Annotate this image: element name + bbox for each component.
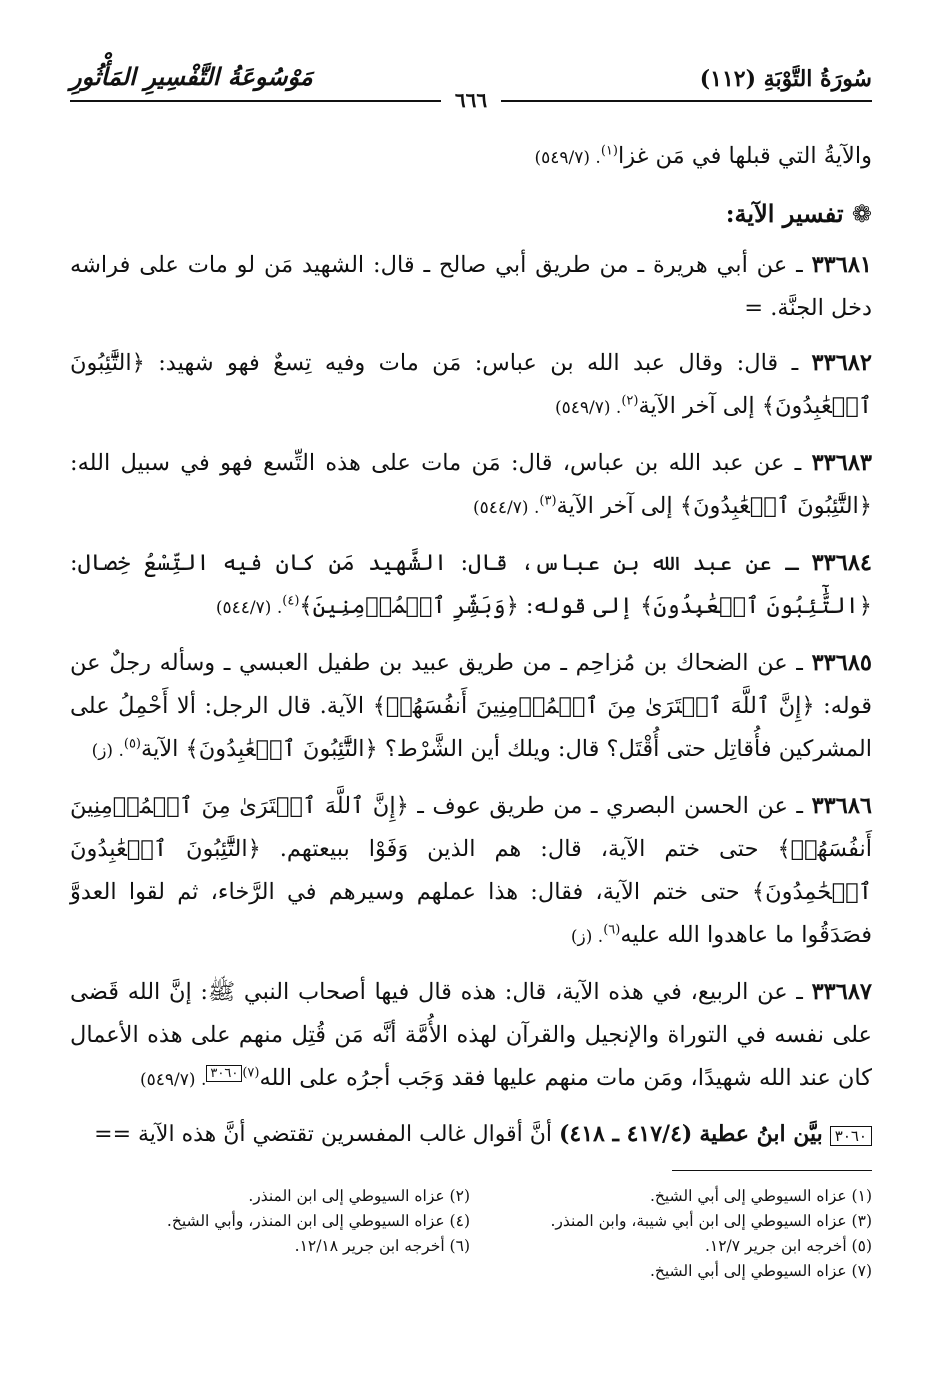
footnote: (٧) عزاه السيوطي إلى أبي الشيخ. — [649, 1262, 872, 1280]
source-ref: . (٥٤٩/٧) — [554, 398, 622, 418]
entry-number: ٣٣٦٨٤ — [811, 550, 873, 576]
section-heading — [70, 192, 872, 236]
footnotes-left-column — [70, 1184, 470, 1259]
section-heading-text: تفسير الآية: — [725, 199, 844, 228]
commentary-box-number: ٣٠٦٠ — [830, 1126, 872, 1146]
entry-number: ٣٣٦٨٥ — [811, 650, 872, 676]
entry-paragraph — [70, 542, 872, 630]
entry-paragraph — [70, 785, 872, 959]
footnote: (٥) أخرجه ابن جرير ١٢/٧. — [704, 1237, 872, 1255]
footnote: (٦) أخرجه ابن جرير ١٢/١٨. — [294, 1237, 470, 1255]
surah-running-head: سُورَةُ التَّوْبَةِ (١١٢) — [699, 66, 872, 92]
entry-number: ٣٣٦٨٣ — [811, 450, 873, 476]
footnote: (١) عزاه السيوطي إلى أبي الشيخ. — [649, 1187, 872, 1205]
footnote: (٣) عزاه السيوطي إلى ابن أبي شيبة، وابن المنذر. — [550, 1212, 872, 1230]
source-ref: . (٥٤٩/٧) — [140, 1070, 207, 1090]
page-number-text: ٦٦٦ — [441, 88, 501, 112]
footnote-rule — [672, 1170, 872, 1171]
entry-paragraph — [70, 244, 872, 330]
footnotes-right-column — [462, 1184, 872, 1284]
main-text — [70, 135, 872, 1114]
commentary-ref: (٤١٧/٤ ـ ٤١٨) — [558, 1121, 693, 1147]
book-title-running-head: مَوْسُوعَةُ التَّفْسِيرِ المَأْثُورِ — [70, 62, 313, 91]
entry-text: ـ عن الحسن البصري ـ من طريق عوف ـ ﴿إِنَّ ٱللَّهَ ٱشۡتَرَىٰ مِنَ ٱلۡمُؤۡمِنِينَ أَنفُسَهُمۡ﴾ حتى ختم الآية، قال: هم الذين وَفَوْا ببيعتهم. ﴿التَّٰٓئِبُونَ ٱلۡعَٰبِدُونَ ٱلۡحَٰمِدُونَ﴾ حتى ختم الآية، فقال: هذا عملهم وسيرهم في الرَّخاء، ثم لقوا العدوَّ فصَدَقُوا ما عاهدوا الله عليه — [70, 793, 872, 948]
footnote-marker: (١) — [600, 143, 618, 159]
source-ref: . (٥٤٤/٧) — [473, 498, 540, 518]
intro-text: والآيةُ التي قبلها في مَن غزا — [617, 143, 872, 169]
commentary-box-marker: ٣٠٦٠ — [206, 1065, 242, 1082]
entry-number: ٣٣٦٨١ — [811, 252, 873, 278]
entry-text: ـ عن عبد الله بن عباس، قال: مَن مات على هذه التِّسع فهو في سبيل الله: ﴿التَّٰٓئِبُونَ ٱلۡعَٰبِدُونَ﴾ إلى آخر الآية — [70, 450, 872, 519]
commentary-author: بيَّن ابنُ عطية — [699, 1121, 823, 1147]
entry-text: ـ عن عبد الله بن عباس، قال: الشَّهيد مَن كان فيه التِّسْعُ خِصال: ﴿التَّٰٓئِبُونَ ٱلۡعَٰبِدُونَ﴾ إلى قوله: ﴿وَبَشِّرِ ٱلۡمُؤۡمِنِينَ﴾ — [70, 550, 872, 619]
entry-number: ٣٣٦٨٦ — [811, 793, 872, 819]
footnote-marker: (٢) — [621, 393, 639, 409]
page-number — [0, 88, 942, 112]
footnote-marker: (٦) — [603, 922, 621, 938]
footnote: (٤) عزاه السيوطي إلى ابن المنذر، وأبي الشيخ. — [166, 1212, 470, 1230]
commentary-text: أنَّ أقوال غالب المفسرين تقتضي أنَّ هذه الآية == — [94, 1122, 552, 1147]
footnote: (٢) عزاه السيوطي إلى ابن المنذر. — [248, 1187, 470, 1205]
commentary-note — [36, 1117, 872, 1153]
source-ref: . (ز) — [91, 741, 124, 761]
entry-text: ـ قال: وقال عبد الله بن عباس: مَن مات وفيه تِسعٌ فهو شهيد: ﴿التَّٰٓئِبُونَ ٱلۡعَٰبِدُونَ﴾ إلى آخر الآية — [70, 350, 872, 419]
footnote-marker: (٧) — [242, 1065, 260, 1081]
entry-text: ـ عن الضحاك بن مُزاحِم ـ من طريق عبيد بن طفيل العبسي ـ وسأله رجلٌ عن قوله: ﴿إِنَّ ٱللَّهَ ٱشۡتَرَىٰ مِنَ ٱلۡمُؤۡمِنِينَ أَنفُسَهُمۡ﴾ الآية. قال الرجل: ألا أَحْمِلُ على المشركين فأُقاتِل حتى أُقْتَل؟ قال: ويلك أين الشَّرْط؟ ﴿التَّٰٓئِبُونَ ٱلۡعَٰبِدُونَ﴾ الآية — [70, 650, 872, 762]
source-ref: . (ز) — [570, 927, 604, 947]
footnote-marker: (٣) — [539, 493, 557, 509]
source-ref: . (٥٤٩/٧) — [534, 148, 601, 168]
entry-number: ٣٣٦٨٧ — [811, 979, 872, 1005]
footnote-marker: (٥) — [123, 736, 141, 752]
flower-ornament-icon: ❁ — [851, 200, 872, 228]
entry-paragraph — [70, 642, 872, 773]
entry-paragraph — [70, 442, 872, 530]
entry-text: ـ عن الربيع، في هذه الآية، قال: هذه قال فيها أصحاب النبي ﷺ: إنَّ الله قَضى على نفسه في التوراة والإنجيل والقرآن لهذه الأُمَّة أنَّه مَن قُتِل منهم على هذه الأعمال كان عند الله شهيدًا، ومَن مات منهم عليها فقد وَجَب أجرُه على الله — [70, 979, 872, 1091]
footnote-marker: (٤) — [282, 593, 300, 609]
source-ref: . (٥٤٤/٧) — [215, 598, 283, 618]
intro-paragraph — [70, 135, 872, 180]
entry-number: ٣٣٦٨٢ — [811, 350, 872, 376]
entry-text: ـ عن أبي هريرة ـ من طريق أبي صالح ـ قال: الشهيد مَن لو مات على فراشه دخل الجنَّة. = — [70, 252, 872, 321]
entry-paragraph — [70, 342, 872, 430]
entry-paragraph — [70, 971, 872, 1102]
